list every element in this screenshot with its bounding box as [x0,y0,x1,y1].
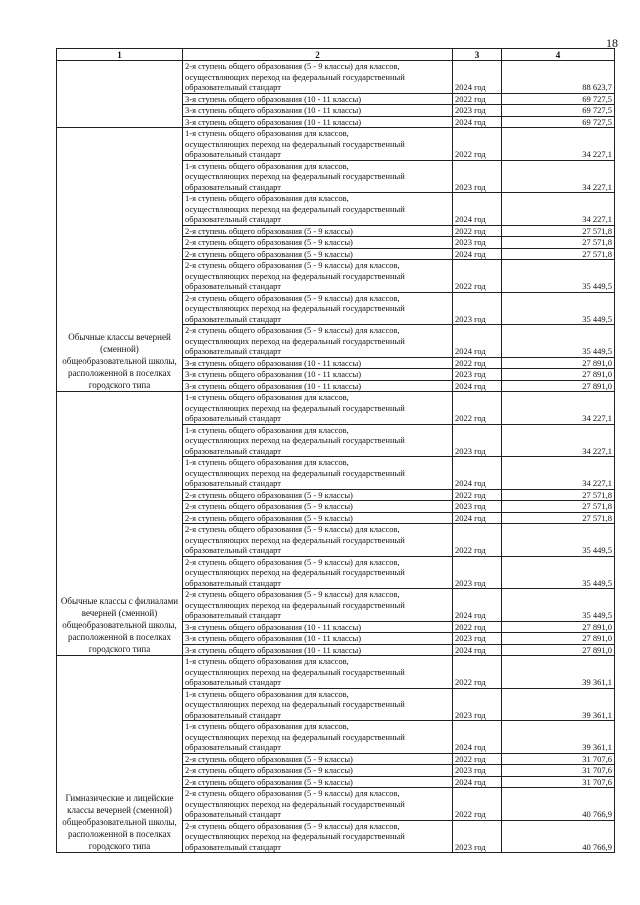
row-description: 2-я ступень общего образования (5 - 9 классы) для классов, осуществляющих переход на федеральный государственный образовательный стандарт [183,788,453,821]
row-year: 2023 год [453,688,502,721]
row-description: 2-я ступень общего образования (5 - 9 классы) [183,753,453,765]
row-value: 27 571,8 [502,512,615,524]
row-description: 2-я ступень общего образования (5 - 9 классы) для классов, осуществляющих переход на федеральный государственный образовательный стандарт [183,556,453,589]
row-value: 27 891,0 [502,357,615,369]
row-description: 1-я ступень общего образования для классов, осуществляющих переход на федеральный государственный образовательный стандарт [183,128,453,161]
row-year: 2023 год [453,424,502,457]
row-year: 2023 год [453,501,502,513]
row-value: 27 891,0 [502,369,615,381]
row-year: 2022 год [453,753,502,765]
row-year: 2024 год [453,589,502,622]
row-value: 27 571,8 [502,225,615,237]
row-description: 2-я ступень общего образования (5 - 9 классы) для классов, осуществляющих переход на федеральный государственный образовательный стандарт [183,820,453,853]
row-year: 2023 год [453,292,502,325]
row-value: 34 227,1 [502,128,615,161]
row-value: 35 449,5 [502,325,615,358]
row-description: 3-я ступень общего образования (10 - 11 классы) [183,380,453,392]
row-value: 31 707,6 [502,776,615,788]
row-description: 3-я ступень общего образования (10 - 11 классы) [183,369,453,381]
group-label: Обычные классы с филиалами вечерней (сменной) общеобразовательной школы, расположенной в поселках городского типа [57,392,183,656]
row-year: 2024 год [453,380,502,392]
row-value: 39 361,1 [502,688,615,721]
row-year: 2024 год [453,721,502,754]
row-value: 39 361,1 [502,656,615,689]
row-description: 1-я ступень общего образования для классов, осуществляющих переход на федеральный государственный образовательный стандарт [183,424,453,457]
row-description: 1-я ступень общего образования для классов, осуществляющих переход на федеральный государственный образовательный стандарт [183,688,453,721]
row-value: 27 571,8 [502,501,615,513]
row-value: 31 707,6 [502,753,615,765]
row-value: 39 361,1 [502,721,615,754]
row-description: 1-я ступень общего образования для классов, осуществляющих переход на федеральный государственный образовательный стандарт [183,193,453,226]
row-year: 2024 год [453,61,502,94]
row-value: 69 727,5 [502,105,615,117]
row-description: 2-я ступень общего образования (5 - 9 классы) [183,237,453,249]
page-number: 18 [606,36,618,50]
row-value: 27 571,8 [502,489,615,501]
row-year: 2022 год [453,93,502,105]
row-value: 69 727,5 [502,93,615,105]
row-year: 2022 год [453,260,502,293]
table-row [57,61,615,94]
row-description: 2-я ступень общего образования (5 - 9 классы) для классов, осуществляющих переход на федеральный государственный образовательный стандарт [183,589,453,622]
row-year: 2023 год [453,556,502,589]
header-col-1: 1 [57,49,183,61]
row-value: 27 891,0 [502,633,615,645]
row-year: 2024 год [453,248,502,260]
row-description: 2-я ступень общего образования (5 - 9 классы) [183,489,453,501]
row-description: 1-я ступень общего образования для классов, осуществляющих переход на федеральный государственный образовательный стандарт [183,457,453,490]
row-description: 1-я ступень общего образования для классов, осуществляющих переход на федеральный государственный образовательный стандарт [183,392,453,425]
row-description: 2-я ступень общего образования (5 - 9 классы) для классов, осуществляющих переход на федеральный государственный образовательный стандарт [183,292,453,325]
row-year: 2022 год [453,489,502,501]
row-description: 3-я ступень общего образования (10 - 11 классы) [183,633,453,645]
row-value: 40 766,9 [502,788,615,821]
table-body [57,61,615,853]
row-description: 2-я ступень общего образования (5 - 9 классы) [183,765,453,777]
row-year: 2024 год [453,116,502,128]
row-year: 2024 год [453,325,502,358]
row-value: 69 727,5 [502,116,615,128]
row-description: 2-я ступень общего образования (5 - 9 классы) для классов, осуществляющих переход на федеральный государственный образовательный стандарт [183,524,453,557]
row-description: 2-я ступень общего образования (5 - 9 классы) для классов, осуществляющих переход на федеральный государственный образовательный стандарт [183,61,453,94]
row-year: 2022 год [453,392,502,425]
row-description: 3-я ступень общего образования (10 - 11 классы) [183,644,453,656]
row-value: 34 227,1 [502,424,615,457]
row-description: 2-я ступень общего образования (5 - 9 классы) для классов, осуществляющих переход на федеральный государственный образовательный стандарт [183,325,453,358]
row-description: 3-я ступень общего образования (10 - 11 классы) [183,357,453,369]
row-description: 2-я ступень общего образования (5 - 9 классы) [183,512,453,524]
row-value: 35 449,5 [502,524,615,557]
row-value: 27 891,0 [502,644,615,656]
row-year: 2022 год [453,357,502,369]
header-col-2: 2 [183,49,453,61]
row-year: 2023 год [453,105,502,117]
row-value: 27 571,8 [502,237,615,249]
row-value: 27 891,0 [502,621,615,633]
row-description: 2-я ступень общего образования (5 - 9 классы) [183,248,453,260]
row-value: 31 707,6 [502,765,615,777]
group-label [57,61,183,128]
row-year: 2023 год [453,369,502,381]
row-description: 1-я ступень общего образования для классов, осуществляющих переход на федеральный государственный образовательный стандарт [183,721,453,754]
cost-table [56,48,615,853]
row-value: 35 449,5 [502,556,615,589]
row-year: 2024 год [453,193,502,226]
row-year: 2023 год [453,820,502,853]
group-label: Гимназические и лицейские классы вечерней (сменной) общеобразовательной школы, расположенной в поселках городского типа [57,656,183,853]
row-value: 88 623,7 [502,61,615,94]
row-value: 40 766,9 [502,820,615,853]
row-value: 27 571,8 [502,248,615,260]
row-year: 2024 год [453,644,502,656]
table-row [57,392,615,425]
row-description: 1-я ступень общего образования для классов, осуществляющих переход на федеральный государственный образовательный стандарт [183,656,453,689]
row-value: 35 449,5 [502,589,615,622]
row-year: 2023 год [453,633,502,645]
row-year: 2022 год [453,524,502,557]
row-year: 2022 год [453,788,502,821]
row-value: 34 227,1 [502,457,615,490]
row-year: 2022 год [453,621,502,633]
header-row [57,49,615,61]
row-description: 3-я ступень общего образования (10 - 11 классы) [183,93,453,105]
row-value: 34 227,1 [502,392,615,425]
row-year: 2022 год [453,225,502,237]
row-description: 2-я ступень общего образования (5 - 9 классы) [183,776,453,788]
header-col-3: 3 [453,49,502,61]
group-label: Обычные классы вечерней (сменной) общеобразовательной школы, расположенной в поселках городского типа [57,128,183,392]
row-description: 2-я ступень общего образования (5 - 9 классы) [183,501,453,513]
table-row [57,128,615,161]
row-value: 27 891,0 [502,380,615,392]
row-description: 2-я ступень общего образования (5 - 9 классы) для классов, осуществляющих переход на федеральный государственный образовательный стандарт [183,260,453,293]
row-description: 3-я ступень общего образования (10 - 11 классы) [183,621,453,633]
row-description: 3-я ступень общего образования (10 - 11 классы) [183,105,453,117]
row-year: 2023 год [453,160,502,193]
header-col-4: 4 [502,49,615,61]
row-value: 34 227,1 [502,193,615,226]
row-year: 2024 год [453,512,502,524]
row-description: 1-я ступень общего образования для классов, осуществляющих переход на федеральный государственный образовательный стандарт [183,160,453,193]
table-row [57,656,615,689]
row-year: 2024 год [453,457,502,490]
row-year: 2022 год [453,128,502,161]
row-year: 2024 год [453,776,502,788]
row-description: 2-я ступень общего образования (5 - 9 классы) [183,225,453,237]
row-value: 35 449,5 [502,260,615,293]
row-year: 2023 год [453,237,502,249]
row-year: 2023 год [453,765,502,777]
row-description: 3-я ступень общего образования (10 - 11 классы) [183,116,453,128]
row-value: 35 449,5 [502,292,615,325]
row-value: 34 227,1 [502,160,615,193]
row-year: 2022 год [453,656,502,689]
